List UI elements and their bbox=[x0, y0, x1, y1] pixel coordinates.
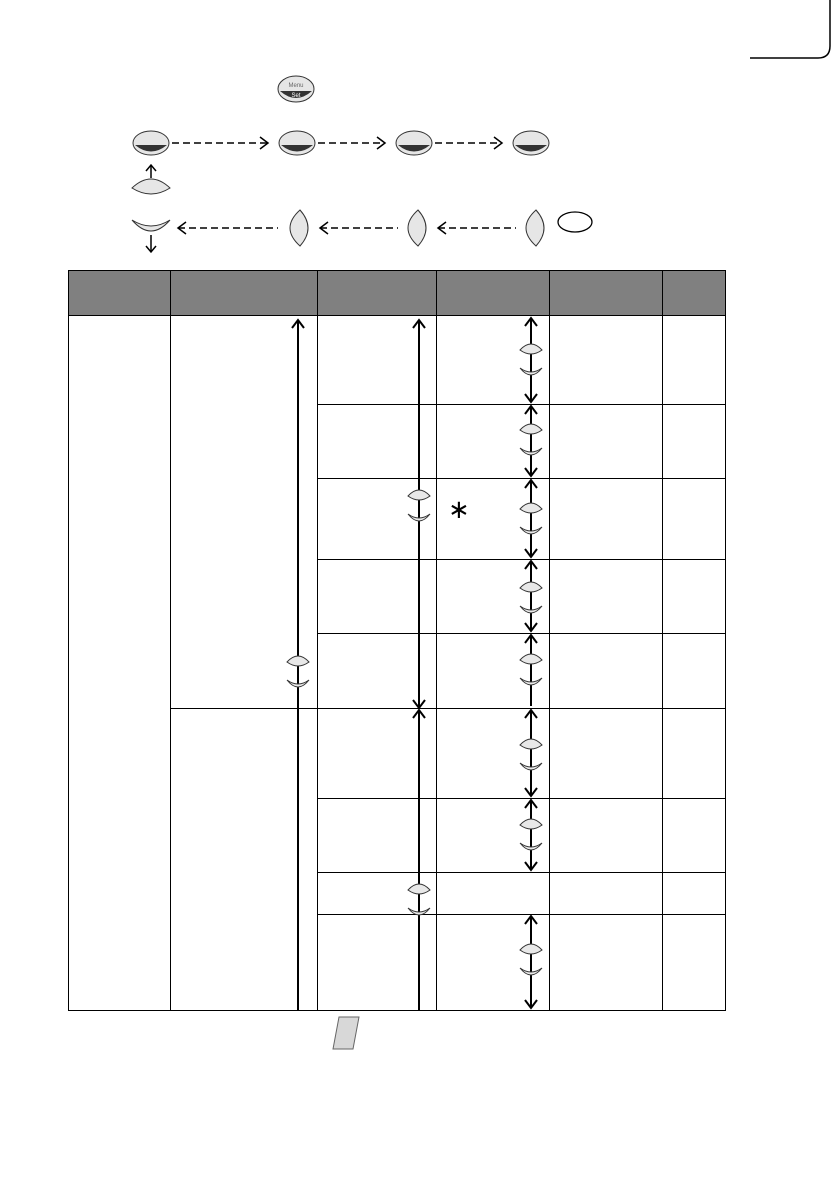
svg-text:Menu: Menu bbox=[288, 83, 304, 89]
settings-table bbox=[68, 270, 726, 1011]
table-arrows bbox=[68, 270, 726, 1011]
note-icon bbox=[331, 1015, 361, 1051]
crop-mark bbox=[750, 0, 840, 70]
default-marker: ∗ bbox=[448, 495, 470, 525]
menu-set-key-icon bbox=[277, 75, 315, 101]
svg-text:Set: Set bbox=[291, 93, 301, 99]
navigation-flow-diagram bbox=[120, 120, 620, 260]
